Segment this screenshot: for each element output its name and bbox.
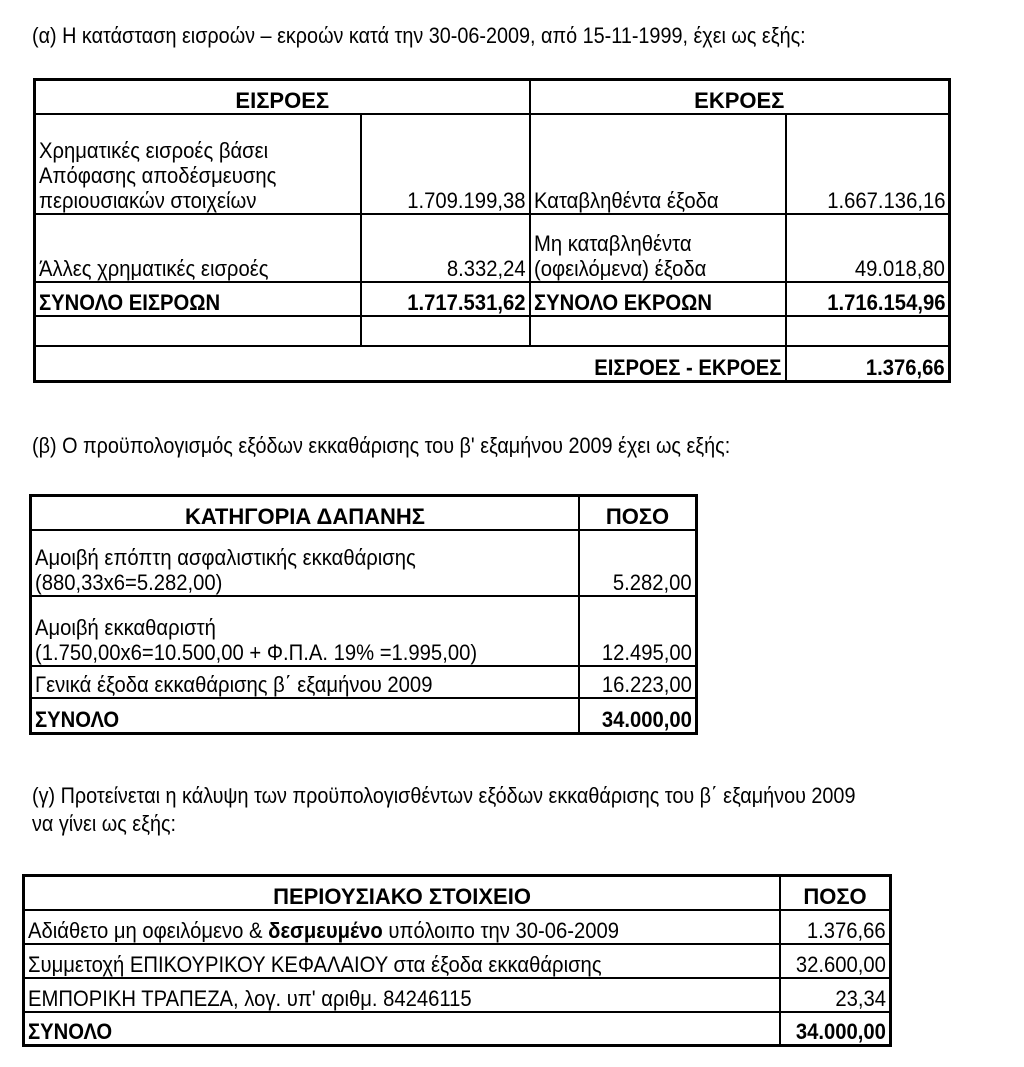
inflow-amount: 8.332,24 bbox=[361, 214, 529, 282]
funding-table bbox=[22, 874, 892, 1047]
section-c-heading-line1: (γ) Προτείνεται η κάλυψη των προϋπολογισθέντων εξόδων εκκαθάρισης του β΄ εξαμήνου 2009 bbox=[32, 783, 856, 808]
table-row: Αδιάθετο μη οφειλόμενο & δεσμευμένο υπόλοιπο την 30-06-2009 bbox=[24, 910, 781, 944]
inflow-label-cell: Άλλες χρηματικές εισροές bbox=[35, 214, 362, 282]
inflows-outflows-table bbox=[33, 78, 951, 383]
table-row: Αμοιβή εκκαθαριστή (1.750,00x6=10.500,00 + Φ.Π.Α. 19% =1.995,00) bbox=[31, 596, 580, 666]
total-amount: 34.000,00 bbox=[780, 1012, 891, 1046]
category-header: ΚΑΤΗΓΟΡΙΑ ΔΑΠΑΝΗΣ bbox=[31, 496, 580, 530]
row-amount: 12.495,00 bbox=[579, 596, 697, 666]
row-amount: 16.223,00 bbox=[579, 666, 697, 698]
section-b-heading: (β) Ο προϋπολογισμός εξόδων εκκαθάρισης του β' εξαμήνου 2009 έχει ως εξής: bbox=[32, 433, 731, 458]
total-outflows-amount: 1.716.154,96 bbox=[786, 282, 950, 316]
total-label: ΣΥΝΟΛΟ bbox=[31, 698, 580, 734]
budget-table bbox=[29, 494, 698, 735]
table-row: ΕΜΠΟΡΙΚΗ ΤΡΑΠΕΖΑ, λογ. υπ' αριθμ. 84246115 bbox=[24, 978, 781, 1012]
total-outflows-label: ΣΥΝΟΛΟ ΕΚΡΟΩΝ bbox=[530, 282, 786, 316]
outflows-header: ΕΚΡΟΕΣ bbox=[530, 80, 950, 114]
table-row: Συμμετοχή ΕΠΙΚΟΥΡΙΚΟΥ ΚΕΦΑΛΑΙΟΥ στα έξοδα εκκαθάρισης bbox=[24, 944, 781, 978]
empty-cell bbox=[35, 316, 362, 346]
row-amount: 32.600,00 bbox=[780, 944, 891, 978]
item-header: ΠΕΡΙΟΥΣΙΑΚΟ ΣΤΟΙΧΕΙΟ bbox=[24, 876, 781, 910]
outflow-label-cell: Καταβληθέντα έξοδα bbox=[530, 114, 786, 214]
total-label: ΣΥΝΟΛΟ bbox=[24, 1012, 781, 1046]
table-row: Γενικά έξοδα εκκαθάρισης β΄ εξαμήνου 2009 bbox=[31, 666, 580, 698]
section-c-heading-line2: να γίνει ως εξής: bbox=[32, 811, 177, 836]
section-a-heading: (α) Η κατάσταση εισροών – εκροών κατά την 30-06-2009, από 15-11-1999, έχει ως εξής: bbox=[32, 23, 806, 48]
empty-cell bbox=[361, 316, 529, 346]
empty-cell bbox=[786, 316, 950, 346]
row-amount: 23,34 bbox=[780, 978, 891, 1012]
empty-cell bbox=[530, 316, 786, 346]
table-row: Αμοιβή επόπτη ασφαλιστικής εκκαθάρισης (880,33x6=5.282,00) bbox=[31, 530, 580, 596]
row-amount: 1.376,66 bbox=[780, 910, 891, 944]
outflow-amount: 1.667.136,16 bbox=[786, 114, 950, 214]
inflow-amount: 1.709.199,38 bbox=[361, 114, 529, 214]
total-inflows-label: ΣΥΝΟΛΟ ΕΙΣΡΟΩΝ bbox=[35, 282, 362, 316]
amount-header: ΠΟΣΟ bbox=[780, 876, 891, 910]
outflow-label-cell: Μη καταβληθέντα (οφειλόμενα) έξοδα bbox=[530, 214, 786, 282]
row-amount: 5.282,00 bbox=[579, 530, 697, 596]
total-inflows-amount: 1.717.531,62 bbox=[361, 282, 529, 316]
total-amount: 34.000,00 bbox=[579, 698, 697, 734]
outflow-amount: 49.018,80 bbox=[786, 214, 950, 282]
difference-amount: 1.376,66 bbox=[786, 346, 950, 382]
inflow-label-cell: Χρηματικές εισροές βάσει Απόφασης αποδέσμευσης περιουσιακών στοιχείων bbox=[35, 114, 362, 214]
amount-header: ΠΟΣΟ bbox=[579, 496, 697, 530]
inflows-header: ΕΙΣΡΟΕΣ bbox=[35, 80, 530, 114]
difference-label: ΕΙΣΡΟΕΣ - ΕΚΡΟΕΣ bbox=[35, 346, 786, 382]
